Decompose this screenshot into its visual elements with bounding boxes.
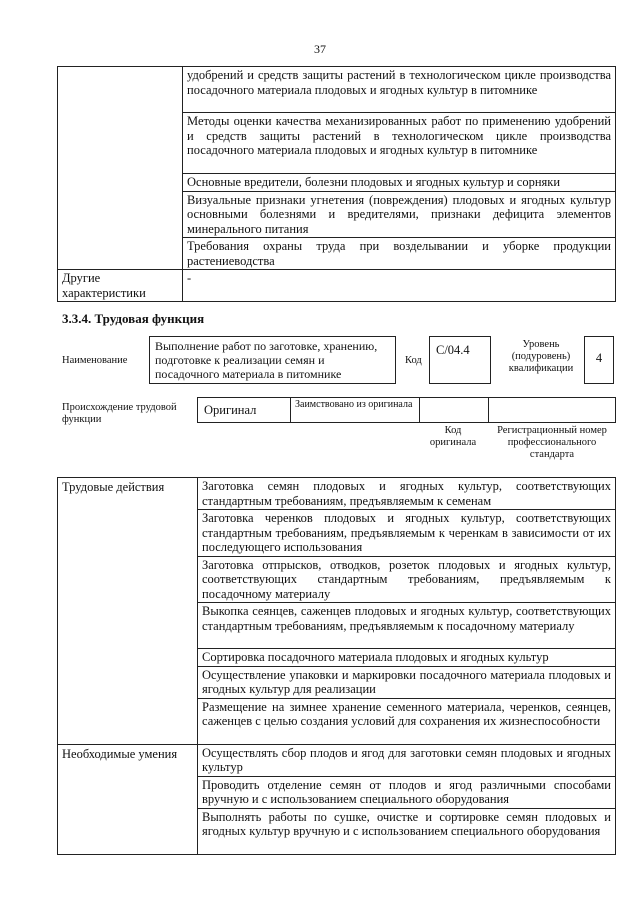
origin-reg-caption: Регистрационный номер профессионального стандарта: [497, 425, 607, 460]
function-name-box: [149, 336, 396, 384]
table-cell: Заготовка черенков плодовых и ягодных культур, соответствующих стандартным требованиям, предъявляемым к черенкам в зависимости от их последующего использования: [198, 510, 616, 557]
labor-function-table: [57, 477, 616, 855]
level-box: [584, 336, 614, 384]
origin-table: [197, 397, 616, 423]
code-box: [429, 336, 491, 384]
table-cell: Заготовка отпрысков, отводков, розеток плодовых и ягодных культур, соответствующих стандартным требованиям, предъявляемым к посадочному материалу: [198, 556, 616, 603]
table-cell-right: -: [183, 270, 616, 302]
table-cell: Сортировка посадочного материала плодовых и ягодных культур: [198, 649, 616, 667]
group-label: Необходимые умения: [58, 744, 198, 854]
origin-reg-cell: [489, 398, 616, 423]
table-cell-right: Основные вредители, болезни плодовых и ягодных культур и сорняки: [183, 174, 616, 192]
table-cell-right: Визуальные признаки угнетения (повреждения) плодовых и ягодных культур основными болезнями и вредителями, признаки дефицита элементов минерального питания: [183, 191, 616, 238]
table-row: [58, 67, 616, 113]
table-cell: Проводить отделение семян от плодов и ягод различными способами вручную и с использованием специального оборудования: [198, 776, 616, 808]
origin-original: Оригинал: [198, 398, 291, 423]
section-title: 3.3.4. Трудовая функция: [62, 311, 205, 326]
name-label: Наименование: [62, 355, 128, 366]
table-row: [198, 398, 616, 423]
table-cell: Заготовка семян плодовых и ягодных культур, соответствующих стандартным требованиям, предъявляемым к семенам: [198, 478, 616, 510]
table-cell: Осуществление упаковки и маркировки посадочного материала плодовых и ягодных культур для реализации: [198, 666, 616, 698]
knowledge-table: [57, 66, 616, 302]
table-row: [58, 270, 616, 302]
table-cell-right: Методы оценки качества механизированных работ по применению удобрений и средств защиты растений в технологическом цикле производства посадочного материала плодовых и ягодных культур в питомнике: [183, 113, 616, 174]
table-cell: Выкопка сеянцев, саженцев плодовых и ягодных культур, соответствующих стандартным требованиям, предъявляемым к посадочному материалу: [198, 603, 616, 649]
table-row: [58, 744, 616, 776]
table-cell-left: [58, 67, 183, 270]
origin-borrowed: Заимствовано из оригинала: [291, 398, 420, 423]
origin-label: Происхождение трудовой функции: [62, 402, 177, 425]
group-label: Трудовые действия: [58, 478, 198, 745]
level-label: Уровень (подуровень) квалификации: [508, 339, 574, 374]
level-value: 4: [595, 351, 603, 365]
table-cell: Размещение на зимнее хранение семенного материала, черенков, сеянцев, саженцев с целью создания условий для сохранения их жизнеспособности: [198, 698, 616, 744]
code-value: С/04.4: [436, 343, 470, 357]
origin-code-caption: Код оригинала: [429, 425, 477, 448]
table-cell-left: Другие характеристики: [58, 270, 183, 302]
table-cell-right: удобрений и средств защиты растений в технологическом цикле производства посадочного материала плодовых и ягодных культур в питомнике: [183, 67, 616, 113]
page-number: 37: [314, 42, 326, 56]
table-cell: Выполнять работы по сушке, очистке и сортировке семян плодовых и ягодных культур вручную и с использованием специального оборудования: [198, 808, 616, 854]
code-label: Код: [405, 355, 422, 366]
table-cell-right: Требования охраны труда при возделывании и уборке продукции растениеводства: [183, 238, 616, 270]
function-name: Выполнение работ по заготовке, хранению, подготовке к реализации семян и посадочного материала в питомнике: [155, 339, 378, 381]
table-cell: Осуществлять сбор плодов и ягод для заготовки семян плодовых и ягодных культур: [198, 744, 616, 776]
origin-code-cell: [420, 398, 489, 423]
table-row: [58, 478, 616, 510]
